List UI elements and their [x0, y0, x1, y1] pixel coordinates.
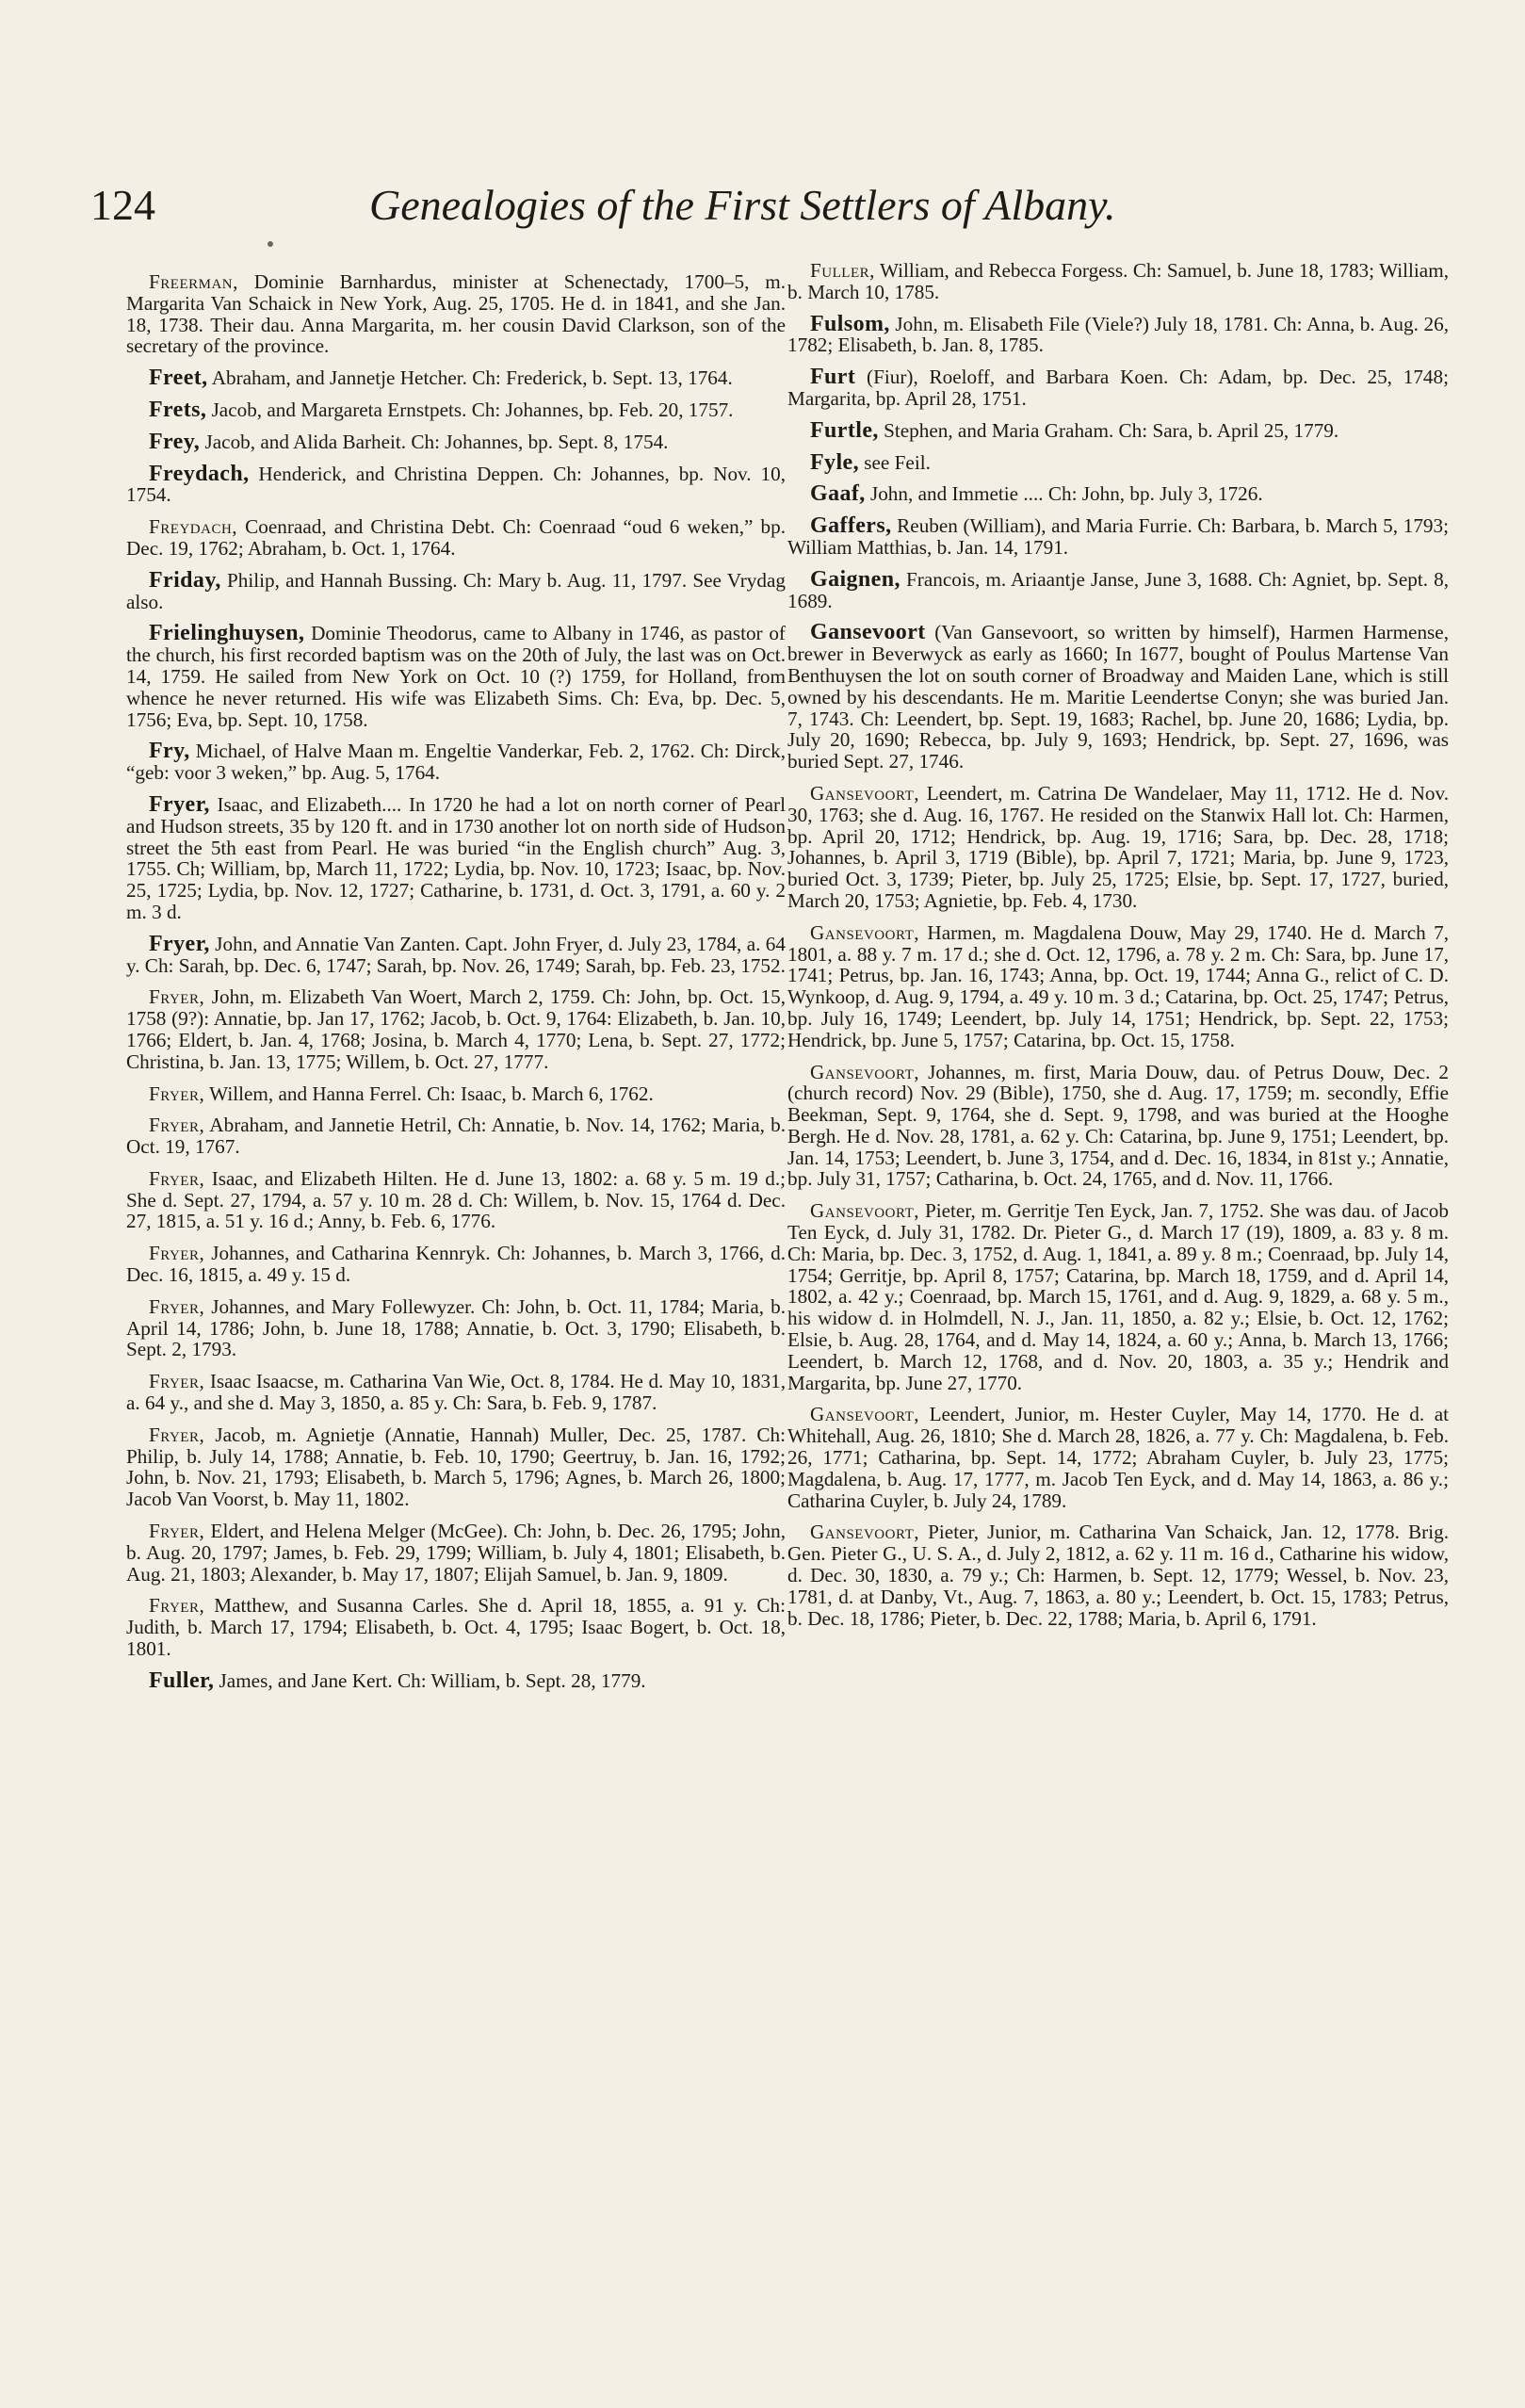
entry-text: Henderick, and Christina Deppen. Ch: Johannes, bp. Nov. 10, 1754.: [126, 462, 786, 507]
entry-text: Willem, and Hanna Ferrel. Ch: Isaac, b. March 6, 1762.: [204, 1082, 654, 1105]
entry-text: (Fiur), Roeloff, and Barbara Koen. Ch: Adam, bp. Dec. 25, 1748; Margarita, bp. April 28, 1751.: [787, 366, 1449, 410]
genealogy-entry: [126, 1521, 786, 1585]
entry-surname: Fryer,: [149, 1294, 205, 1318]
entry-surname: Gansevoort,: [810, 1199, 920, 1223]
entry-surname: Fryer,: [149, 931, 210, 956]
entry-surname: Fry,: [149, 739, 190, 764]
entry-text: Jacob, and Margareta Ernstpets. Ch: Johannes, bp. Feb. 20, 1757.: [206, 398, 734, 421]
genealogy-entry: [787, 366, 1449, 410]
entry-text: Matthew, and Susanna Carles. She d. April 18, 1855, a. 91 y. Ch: Judith, b. March 17, 1794; Elisabeth, b. Oct. 4, 1795; Isaac Bogert, b. Oct. 18, 1801.: [126, 1594, 786, 1661]
genealogy-entry: [126, 1296, 786, 1360]
genealogy-entry: [787, 1200, 1449, 1393]
entry-text: Harmen, m. Magdalena Douw, May 29, 1740. He d. March 7, 1801, a. 88 y. 7 m. 17 d.; she d. Oct. 12, 1796, a. 78 y. 2 m. Ch: Sara, bp. June 17, 1741; Petrus, bp. Jan. 16, 1743; Anna, bp. Oct. 19, 1744; Anna G., relict of C. D. Wynkoop, d. Aug. 9, 1794, a. 49 y. 10 m. 3 d.; Catarina, bp. Oct. 25, 1747; Petrus, bp. July 16, 1749; Leendert, bp. July 14, 1751; Hendrick, bp. Sept. 22, 1753; Hendrick, bp. June 5, 1757; Catarina, bp. Oct. 15, 1758.: [787, 920, 1449, 1051]
genealogy-entry: [126, 986, 786, 1072]
genealogy-entry: [126, 791, 786, 923]
entry-surname: Fuller,: [810, 259, 875, 282]
entry-surname: Frets,: [149, 397, 207, 422]
entry-surname: Fryer,: [149, 1520, 205, 1543]
genealogy-entry: [787, 566, 1449, 612]
genealogy-entry: [787, 260, 1449, 303]
entry-text: Isaac Isaacse, m. Catharina Van Wie, Oct. 8, 1784. He d. May 10, 1831, a. 64 y., and she d. May 3, 1850, a. 85 y. Ch: Sara, b. Feb. 9, 1787.: [126, 1370, 786, 1415]
entry-surname: Fryer,: [149, 1242, 205, 1265]
entry-text: Jacob, m. Agnietje (Annatie, Hannah) Muller, Dec. 25, 1787. Ch: Philip, b. July 14, 1788; Annatie, b. Feb. 10, 1790; Geertruy, b. Jan. 16, 1792; John, b. Nov. 21, 1793; Elisabeth, b. March 5, 1796; Agnes, b. March 26, 1800; Jacob Van Voorst, b. May 11, 1802.: [126, 1423, 786, 1511]
genealogy-entry: [126, 1670, 786, 1692]
genealogy-entry: [126, 1424, 786, 1510]
entry-text: Francois, m. Ariaantje Janse, June 3, 1688. Ch: Agniet, bp. Sept. 8, 1689.: [787, 567, 1449, 612]
page-header: [90, 177, 1145, 234]
entry-surname: Fulsom,: [810, 311, 890, 336]
entry-text: Leendert, m. Catrina De Wandelaer, May 11, 1712. He d. Nov. 30, 1763; she d. Aug. 16, 1767. He resided on the Stanwix Hall lot. Ch: Harmen, bp. April 20, 1712; Hendrick, bp. Aug. 19, 1716; Sara, bp. Dec. 28, 1718; Johannes, b. April 3, 1719 (Bible), bp. April 7, 1721; Maria, bp. June 9, 1723, buried Oct. 3, 1739; Pieter, bp. July 25, 1725; Elsie, bp. Sept. 17, 1727, buried, March 20, 1753; Agnietie, bp. Feb. 4, 1730.: [787, 781, 1449, 912]
entry-text: Dominie Theodorus, came to Albany in 1746, as pastor of the church, his first recorded baptism was on the 20th of July, the last was on Oct. 14, 1759. He sailed from New York on Oct. 10 (?) 1759, for Holland, from whence he never returned. His wife was Elizabeth Sims. Ch: Eva, bp. Dec. 5, 1756; Eva, bp. Sept. 10, 1758.: [126, 622, 786, 731]
entry-surname: Fyle,: [810, 449, 859, 475]
entry-surname: Freet,: [149, 366, 208, 391]
entry-text: Pieter, Junior, m. Catharina Van Schaick, Jan. 12, 1778. Brig. Gen. Pieter G., U. S. A., d. July 2, 1812, a. 62 y. 11 m. 16 d., Catharine his widow, d. Dec. 30, 1830, a. 79 y.; Ch: Harmen, b. Sept. 12, 1779; Wessel, b. Nov. 23, 1781, d. at Danby, Vt., Aug. 7, 1863, a. 80 y.; Leendert, b. Oct. 15, 1783; Petrus, b. Dec. 18, 1786; Pieter, b. Dec. 22, 1788; Maria, b. April 6, 1791.: [787, 1521, 1449, 1630]
entry-surname: Freerman,: [149, 270, 238, 293]
entry-surname: Fuller,: [149, 1668, 215, 1693]
genealogy-entry: [126, 1595, 786, 1659]
genealogy-entry: [787, 783, 1449, 912]
genealogy-entry: [787, 417, 1449, 443]
genealogy-entry: [787, 311, 1449, 357]
genealogy-entry: [126, 1083, 786, 1105]
genealogy-entry: [126, 399, 786, 421]
entry-surname: Friday,: [149, 567, 221, 593]
entry-surname: Gansevoort,: [810, 920, 920, 944]
left-column: [126, 271, 786, 1702]
entry-surname: Gansevoort,: [810, 781, 920, 805]
entry-surname: Frielinghuysen,: [149, 621, 305, 646]
entry-surname: Gaignen,: [810, 566, 900, 592]
genealogy-entry: [787, 622, 1449, 773]
running-title: Genealogies of the First Settlers of Albany.: [369, 181, 1116, 229]
entry-surname: Gansevoort: [810, 620, 926, 645]
entry-surname: Furt: [810, 365, 856, 390]
genealogy-entry: [126, 1168, 786, 1232]
genealogy-entry: [787, 1062, 1449, 1191]
entry-surname: Fryer,: [149, 1082, 205, 1105]
genealogy-entry: [787, 515, 1449, 559]
entry-text: Isaac, and Elizabeth.... In 1720 he had a lot on north corner of Pearl and Hudson streets, 35 by 120 ft. and in 1730 another lot on north side of Hudson street the 5th east from Pearl. He was buried “in the English church” Aug. 3, 1755. Ch; William, bp, March 11, 1722; Lydia, bp. Nov. 10, 1723; Isaac, bp. Nov. 25, 1725; Lydia, bp. Nov. 12, 1727; Catharine, b. 1731, d. Oct. 3, 1791, a. 60 y. 2 m. 3 d.: [126, 792, 786, 923]
entry-surname: Gansevoort,: [810, 1403, 920, 1426]
entry-text: John, m. Elisabeth File (Viele?) July 18, 1781. Ch: Anna, b. Aug. 26, 1782; Elisabeth, b. Jan. 8, 1785.: [787, 312, 1449, 357]
genealogy-entry: [787, 483, 1449, 505]
entry-text: John, and Immetie .... Ch: John, bp. July 3, 1726.: [865, 482, 1263, 506]
genealogy-entry: [126, 1115, 786, 1158]
entry-text: Pieter, m. Gerritje Ten Eyck, Jan. 7, 1752. She was dau. of Jacob Ten Eyck, d. July 31, 1782. Dr. Pieter G., d. March 17 (19), 1809, a. 83 y. 8 m. Ch: Maria, bp. Dec. 3, 1752, d. Aug. 1, 1841, a. 89 y. 8 m.; Coenraad, bp. July 14, 1754; Gerritje, bp. April 8, 1757; Catarina, bp. March 18, 1759, and d. April 14, 1802, a. 42 y.; Coenraad, bp. March 15, 1761, and d. Aug. 9, 1829, a. 68 y. 5 m., his widow d. in Holmdell, N. J., Jan. 11, 1850, a. 82 y.; Elsie, b. Oct. 12, 1762; Elsie, b. Aug. 28, 1764, and d. May 14, 1824, a. 60 y.; Anna, b. March 13, 1766; Leendert, b. March 12, 1768, and d. Nov. 20, 1803, a. 35 y.; Hendrik and Margarita, bp. June 27, 1770.: [787, 1199, 1449, 1394]
genealogy-entry: [787, 1404, 1449, 1511]
genealogy-entry: [126, 1371, 786, 1414]
entry-text: Michael, of Halve Maan m. Engeltie Vanderkar, Feb. 2, 1762. Ch: Dirck, “geb: voor 3 weken,” bp. Aug. 5, 1764.: [126, 740, 786, 785]
entry-text: Jacob, and Alida Barheit. Ch: Johannes, bp. Sept. 8, 1754.: [200, 430, 669, 453]
genealogy-entry: [126, 740, 786, 784]
entry-text: Reuben (William), and Maria Furrie. Ch: Barbara, b. March 5, 1793; William Matthias, b. Jan. 14, 1791.: [787, 514, 1449, 559]
entry-text: John, and Annatie Van Zanten. Capt. John Fryer, d. July 23, 1784, a. 64 y. Ch: Sarah, bp. Dec. 6, 1747; Sarah, bp. Nov. 26, 1749; Sarah, bp. Feb. 23, 1752.: [126, 932, 786, 977]
entry-text: James, and Jane Kert. Ch: William, b. Sept. 28, 1779.: [214, 1668, 646, 1692]
genealogy-entry: [787, 922, 1449, 1051]
genealogy-entry: [126, 516, 786, 560]
entry-surname: Gansevoort,: [810, 1060, 920, 1083]
genealogy-entry: [126, 367, 786, 389]
entry-text: William, and Rebecca Forgess. Ch: Samuel, b. June 18, 1783; William, b. March 10, 1785.: [787, 259, 1449, 303]
entry-text: (Van Gansevoort, so written by himself), Harmen Harmense, brewer in Beverwyck as early as 1660; In 1677, bought of Poulus Martense Van Benthuysen the lot on south corner of Broadway and Maiden Lane, which is still owned by his descendants. He m. Maritie Leendertse Conyn; she was buried Jan. 7, 1743. Ch: Leendert, bp. Sept. 19, 1683; Rachel, bp. June 20, 1686; Lydia, bp. July 20, 1690; Rebecca, bp. July 9, 1693; Hendrick, bp. Sept. 27, 1696, was buried Sept. 27, 1746.: [787, 621, 1449, 773]
entry-text: Abraham, and Jannetie Hetril, Ch: Annatie, b. Nov. 14, 1762; Maria, b. Oct. 19, 1767.: [126, 1114, 786, 1159]
right-column: [787, 260, 1449, 1639]
entry-surname: Fryer,: [149, 1423, 205, 1446]
entry-text: Leendert, Junior, m. Hester Cuyler, May 14, 1770. He d. at Whitehall, Aug. 26, 1810; She d. March 28, 1826, a. 77 y. Ch: Magdalena, b. Feb. 26, 1771; Catharina, bp. Sept. 14, 1772; Abraham Cuyler, b. July 23, 1775; Magdalena, b. Aug. 17, 1777, m. Jacob Ten Eyck, and d. May 14, 1863, a. 86 y.; Catharina Cuyler, b. July 24, 1789.: [787, 1403, 1449, 1512]
genealogy-entry: [787, 449, 1449, 475]
genealogy-entry: [126, 931, 786, 977]
entry-text: Abraham, and Jannetje Hetcher. Ch: Frederick, b. Sept. 13, 1764.: [207, 366, 733, 390]
entry-surname: Fryer,: [149, 1370, 205, 1393]
entry-surname: Fryer,: [149, 985, 205, 1009]
genealogy-entry: [126, 461, 786, 507]
genealogy-entry: [126, 271, 786, 357]
genealogy-entry: [126, 1243, 786, 1286]
entry-surname: Freydach,: [149, 515, 238, 539]
entry-text: Dominie Barnhardus, minister at Schenectady, 1700–5, m. Margarita Van Schaick in New York, Aug. 25, 1705. He d. in 1841, and she Jan. 18, 1738. Their dau. Anna Margarita, m. her cousin David Clarkson, son of the secretary of the province.: [126, 270, 786, 358]
entry-surname: Fryer,: [149, 791, 210, 817]
entry-text: Stephen, and Maria Graham. Ch: Sara, b. April 25, 1779.: [878, 418, 1339, 442]
entry-surname: Gaaf,: [810, 481, 866, 507]
entry-surname: Furtle,: [810, 417, 879, 443]
entry-text: see Feil.: [858, 450, 931, 474]
entry-text: Eldert, and Helena Melger (McGee). Ch: John, b. Dec. 26, 1795; John, b. Aug. 20, 1797; James, b. Feb. 29, 1799; William, b. July 4, 1801; Elisabeth, b. Aug. 21, 1803; Alexander, b. May 17, 1807; Elijah Samuel, b. Jan. 9, 1809.: [126, 1520, 786, 1586]
genealogy-entry: [787, 1521, 1449, 1629]
genealogy-entry: [126, 431, 786, 453]
entry-surname: Gansevoort,: [810, 1521, 920, 1544]
entry-surname: Fryer,: [149, 1166, 205, 1190]
genealogy-entry: [126, 623, 786, 730]
entry-text: Isaac, and Elizabeth Hilten. He d. June 13, 1802: a. 68 y. 5 m. 19 d.; She d. Sept. 27, 1794, a. 57 y. 10 m. 28 d. Ch: Willem, b. Nov. 15, 1764 d. Dec. 27, 1815, a. 51 y. 16 d.; Anny, b. Feb. 6, 1776.: [126, 1166, 786, 1233]
entry-surname: Gaffers,: [810, 513, 892, 539]
entry-surname: Freydach,: [149, 461, 250, 486]
genealogy-entry: [126, 567, 786, 613]
entry-surname: Frey,: [149, 429, 201, 454]
entry-surname: Fryer,: [149, 1594, 205, 1618]
entry-text: Johannes, and Catharina Kennryk. Ch: Johannes, b. March 3, 1766, d. Dec. 16, 1815, a. 49 y. 15 d.: [126, 1242, 786, 1287]
entry-text: John, m. Elizabeth Van Woert, March 2, 1759. Ch: John, bp. Oct. 15, 1758 (9?): Annatie, bp. Jan 17, 1762; Jacob, b. Oct. 9, 1764: Elizabeth, b. Jan. 10, 1766; Eldert, b. Jan. 4, 1768; Josina, b. March 4, 1770; Lena, b. Sept. 27, 1772; Christina, b. Jan. 13, 1775; Willem, b. Oct. 27, 1777.: [126, 985, 786, 1073]
entry-text: Johannes, and Mary Follewyzer. Ch: John, b. Oct. 11, 1784; Maria, b. April 14, 1786; John, b. June 18, 1788; Annatie, b. Oct. 3, 1790; Elisabeth, b. Sept. 2, 1793.: [126, 1294, 786, 1361]
entry-text: Johannes, m. first, Maria Douw, dau. of Petrus Douw, Dec. 2 (church record) Nov. 29 (Bible), 1750, she d. Aug. 17, 1759; m. secondly, Effie Beekman, Sept. 9, 1764, she d. Sept. 9, 1798, and was buried at the Hooghe Bergh. He d. Nov. 28, 1781, a. 62 y. Ch: Catarina, bp. June 9, 1751; Leendert, bp. Jan. 14, 1753; Leendert, b. June 3, 1754, and d. Dec. 16, 1834, in 81st y.; Annatie, bp. July 31, 1757; Catharina, b. Oct. 24, 1765, and d. Nov. 11, 1766.: [787, 1060, 1449, 1191]
entry-text: Philip, and Hannah Bussing. Ch: Mary b. Aug. 11, 1797. See Vrydag also.: [126, 568, 786, 613]
entry-text: Coenraad, and Christina Debt. Ch: Coenraad “oud 6 weken,” bp. Dec. 19, 1762; Abraham, b. Oct. 1, 1764.: [126, 515, 786, 560]
entry-surname: Fryer,: [149, 1114, 205, 1137]
page-number: 124: [90, 181, 155, 229]
print-speck: [268, 241, 273, 247]
